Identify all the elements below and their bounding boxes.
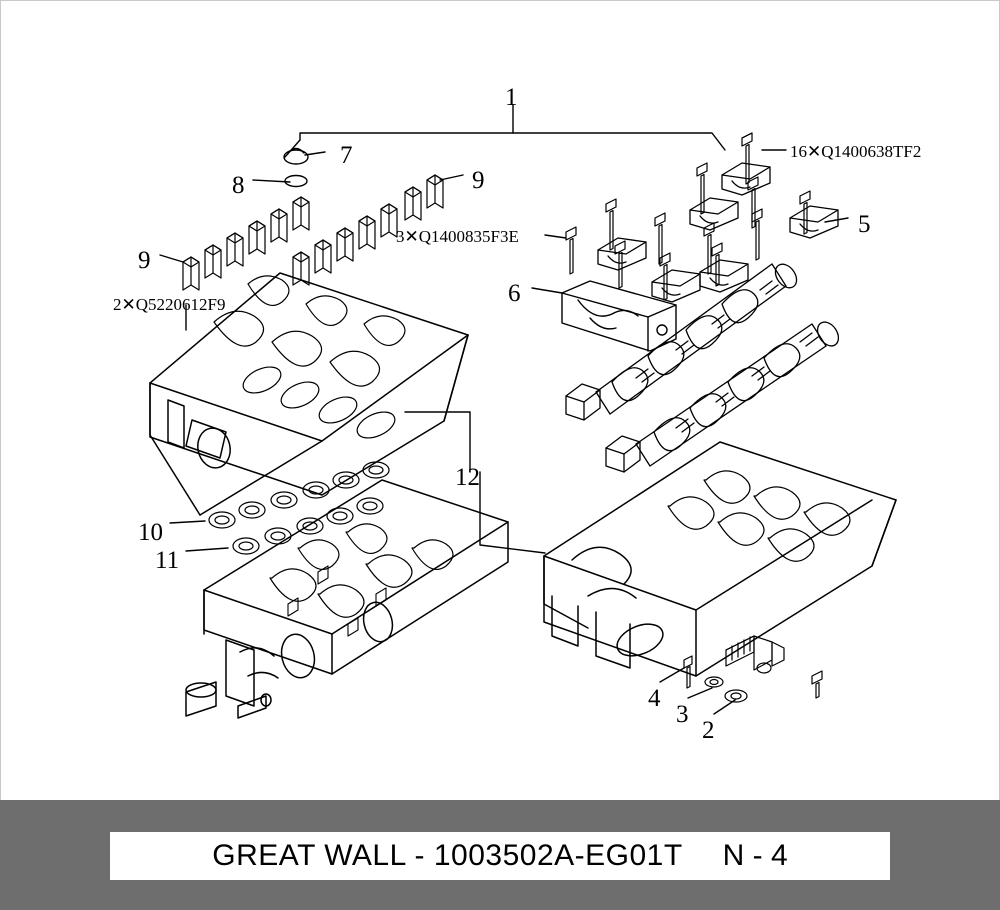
callout-2: 2 <box>702 717 715 744</box>
callout-8: 8 <box>232 172 245 199</box>
footer-page-code: N - 4 <box>722 839 788 872</box>
callout-5: 5 <box>858 211 871 238</box>
callout-6: 6 <box>508 280 521 307</box>
callout-4: 4 <box>648 685 661 712</box>
callout-bolt-code-3x: 3✕Q1400835F3E <box>396 227 519 246</box>
callout-9-left: 9 <box>138 247 151 274</box>
callout-1: 1 <box>505 84 518 111</box>
callout-10: 10 <box>138 519 163 546</box>
callout-7: 7 <box>340 142 353 169</box>
callout-12: 12 <box>455 464 480 491</box>
footer-brand-part-number: GREAT WALL - 1003502A-EG01T <box>212 839 683 872</box>
callout-bolt-code-2x: 2✕Q5220612F9 <box>113 295 226 314</box>
callout-bolt-code-16x: 16✕Q1400638TF2 <box>790 142 922 161</box>
footer-label-plate <box>110 832 890 880</box>
callout-11: 11 <box>155 547 180 574</box>
callout-9-upper: 9 <box>472 167 485 194</box>
callout-3: 3 <box>676 701 689 728</box>
